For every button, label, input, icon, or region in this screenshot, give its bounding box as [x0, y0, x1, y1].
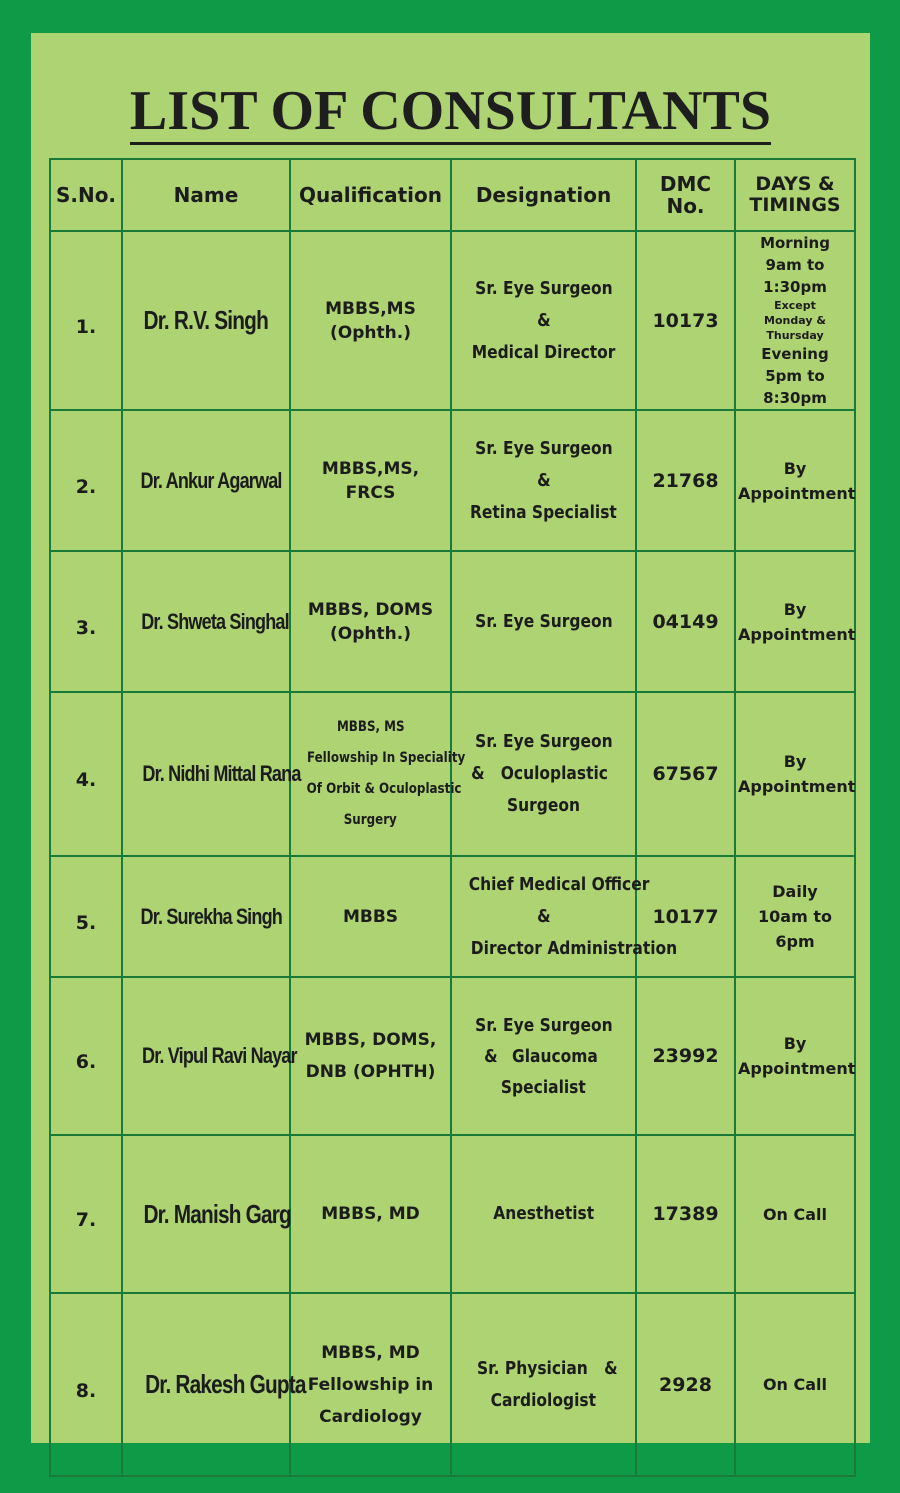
- row-qualification: MBBS,MS, FRCS: [290, 410, 451, 551]
- row-qualification: MBBS, DOMS, DNB (OPHTH): [290, 977, 451, 1135]
- header-designation: Designation: [451, 159, 636, 231]
- row-sno: 2.: [50, 410, 122, 551]
- row-designation: Chief Medical Officer & Director Administration: [451, 856, 636, 977]
- row-sno: 1.: [50, 231, 122, 410]
- row-days-timings: By Appointment: [735, 410, 855, 551]
- row-dmc: 10177: [636, 856, 735, 977]
- table-row: [50, 410, 855, 551]
- row-sno: 3.: [50, 551, 122, 692]
- row-designation: Sr. Eye Surgeon & Retina Specialist: [451, 410, 636, 551]
- header-dmc: DMC No.: [636, 159, 735, 231]
- table-row: [50, 1135, 855, 1293]
- table-row: [50, 856, 855, 977]
- row-name: Dr. Vipul Ravi Nayar: [122, 977, 290, 1135]
- row-qualification: MBBS, MD Fellowship in Cardiology: [290, 1293, 451, 1476]
- header-sno: S.No.: [50, 159, 122, 231]
- row-days-timings: Daily 10am to 6pm: [735, 856, 855, 977]
- row-designation: Sr. Eye Surgeon & Oculoplastic Surgeon: [451, 692, 636, 856]
- consultants-table: [49, 158, 856, 1477]
- row-dmc: 23992: [636, 977, 735, 1135]
- page-title: LIST OF CONSULTANTS: [31, 81, 870, 141]
- row-dmc: 67567: [636, 692, 735, 856]
- row-days-timings: By Appointment: [735, 977, 855, 1135]
- row-name: Dr. Ankur Agarwal: [122, 410, 290, 551]
- row-designation: Sr. Physician & Cardiologist: [451, 1293, 636, 1476]
- header-days-timings: DAYS & TIMINGS: [735, 159, 855, 231]
- row-dmc: 04149: [636, 551, 735, 692]
- header-name: Name: [122, 159, 290, 231]
- row-sno: 5.: [50, 856, 122, 977]
- row-name: Dr. Surekha Singh: [122, 856, 290, 977]
- row-name: Dr. Nidhi Mittal Rana: [122, 692, 290, 856]
- row-days-timings: By Appointment: [735, 692, 855, 856]
- table-row: [50, 1293, 855, 1476]
- row-qualification: MBBS, MS Fellowship In Speciality Of Orbit & Oculoplastic Surgery: [290, 692, 451, 856]
- row-days-timings: On Call: [735, 1135, 855, 1293]
- row-sno: 6.: [50, 977, 122, 1135]
- row-sno: 4.: [50, 692, 122, 856]
- header-qualification: Qualification: [290, 159, 451, 231]
- row-dmc: 21768: [636, 410, 735, 551]
- row-qualification: MBBS, DOMS (Ophth.): [290, 551, 451, 692]
- table-row: [50, 977, 855, 1135]
- row-dmc: 10173: [636, 231, 735, 410]
- row-dmc: 17389: [636, 1135, 735, 1293]
- row-name: Dr. Shweta Singhal: [122, 551, 290, 692]
- row-designation: Anesthetist: [451, 1135, 636, 1293]
- row-dmc: 2928: [636, 1293, 735, 1476]
- row-qualification: MBBS,MS (Ophth.): [290, 231, 451, 410]
- row-qualification: MBBS, MD: [290, 1135, 451, 1293]
- table-header-row: [50, 159, 855, 231]
- row-sno: 7.: [50, 1135, 122, 1293]
- row-designation: Sr. Eye Surgeon & Medical Director: [451, 231, 636, 410]
- table-row: [50, 231, 855, 410]
- table-row: [50, 692, 855, 856]
- row-name: Dr. Rakesh Gupta: [122, 1293, 290, 1476]
- row-days-timings: By Appointment: [735, 551, 855, 692]
- row-designation: Sr. Eye Surgeon: [451, 551, 636, 692]
- row-sno: 8.: [50, 1293, 122, 1476]
- row-designation: Sr. Eye Surgeon & Glaucoma Specialist: [451, 977, 636, 1135]
- row-days-timings: On Call: [735, 1293, 855, 1476]
- table-row: [50, 551, 855, 692]
- row-name: Dr. Manish Garg: [122, 1135, 290, 1293]
- consultant-board: [31, 33, 870, 1443]
- row-days-timings: Morning 9am to 1:30pm Except Monday & Thursday Evening 5pm to 8:30pm: [735, 231, 855, 410]
- row-qualification: MBBS: [290, 856, 451, 977]
- row-name: Dr. R.V. Singh: [122, 231, 290, 410]
